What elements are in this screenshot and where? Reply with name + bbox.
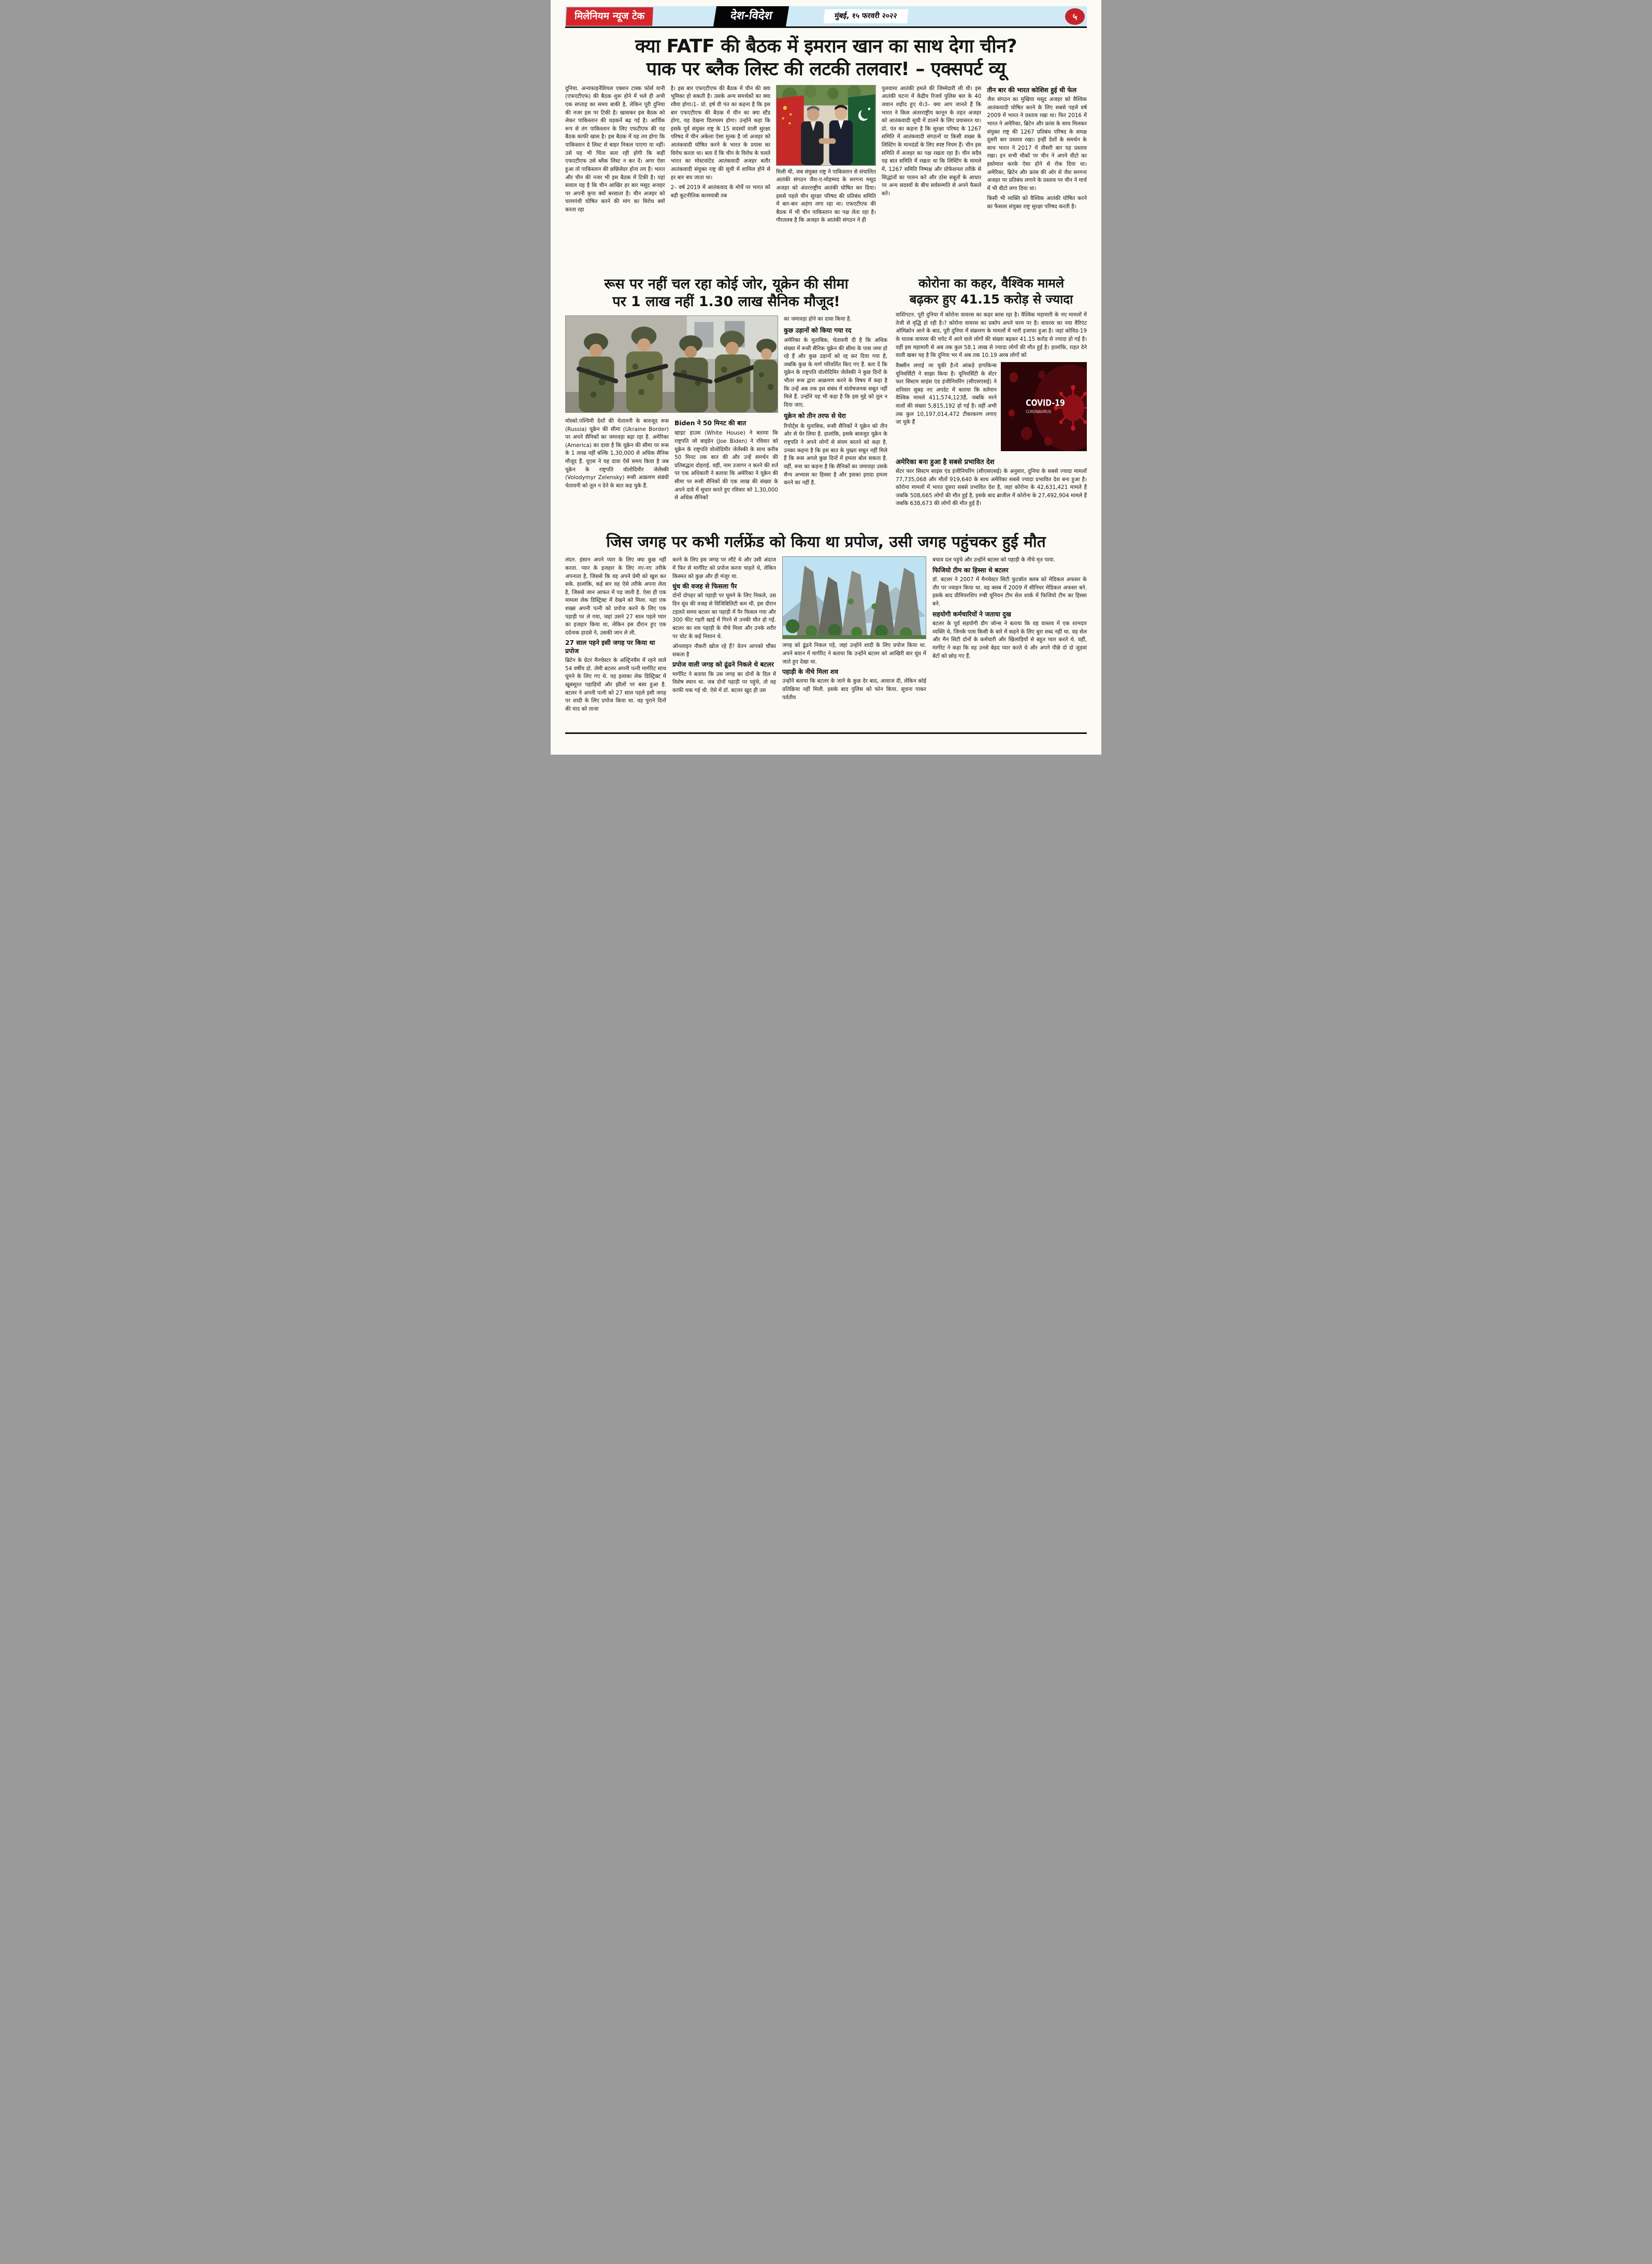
mountain-photo-illustration [783,557,926,639]
handshake-photo-illustration [777,85,875,165]
section-badge [713,6,789,27]
svg-text:COVID-19: COVID-19 [1026,398,1065,408]
russia-column-3 [784,315,887,527]
headline-line-1: क्या FATF की बैठक में इमरान खान का साथ देगा चीन? [635,36,1017,57]
paragraph: डॉ. बटलर ने 2007 में मैनचेस्टर सिटी फुटबॉल क्लब को मेडिकल अफसर के तौर पर ज्वाइन किया था. वह क्लब में 2009 में सीनियर मेडिकल अफसर बने. इसके बाद प्रीमियरशिप रग्बी यूनियन टीम सेल शार्क में फिजियो टीम का हिस्सा बने. [932,576,1087,608]
headline-line-2: पाक पर ब्लैक लिस्ट की लटकी तलवार! – एक्सपर्ट व्यू [646,58,1006,80]
coronavirus-illustration [1001,362,1087,451]
page-number-badge [1065,8,1085,25]
fatf-column-5 [987,85,1087,267]
paragraph: जगह को ढूंढने निकल पड़े, जहां उन्होंने शादी के लिए प्रपोज किया था. अपने बयान में मार्गरिट ने बताया कि उन्होंने बटलर को आखिरी बार धूंध में जाते हुए देखा था. [782,642,926,665]
svg-text:CORONAVIRUS: CORONAVIRUS [1026,409,1052,414]
mountain-cliffs-photo [782,556,926,639]
headline-line-1: कोरोना का कहर, वैश्विक मामले [918,276,1065,291]
paragraph: ब्रिटेन के ग्रेटर मैनचेस्टर के अल्ट्रिनचैम में रहने वाले 54 वर्षीय डॉ. जेमी बटलर अपनी पत्नी मार्गरिट साथ घूमने के लिए गए थे. यह इलाका लेक डिस्ट्रिक्ट में खूबसूरत पहाड़ियों और झीलों पर बसा हुआ है. बटलर ने अपनी पत्नी को 27 साल पहले इसी जगह पर शादी के लिए प्रपोज किया था. वह पुराने दिनों की याद को ताजा [565,657,666,712]
paragraph: बटलर के पूर्व सहयोगी डौग जोन्स ने बताया कि वह वास्तव में एक शानदार व्यक्ति थे, जिनके पास किसी के बारे में कहने के लिए बुरा शब्द नहीं था. वह सेल और मैन सिटी दोनों के कर्मचारी और खिलाड़ियों से बहुत प्यार करते थे. वहीं, मार्गरेट ने कहा कि वह उनसे बेहद प्यार करते थे और अपने पीछे दो दो जुड़वां बेटों को छोड़ गए हैं. [932,621,1087,659]
inline-ad-line: ऑनलाइन नौकरी खोज रहे हैं? वेतन आपको चौंका सकता है [672,643,776,658]
fatf-column-4 [882,85,982,267]
article-russia-body [565,315,887,527]
bottom-rule [565,732,1087,734]
fatf-column-2 [671,85,771,267]
paragraph: दुनिया. अन्यफाइनेंशियल एक्शन टास्क फोर्स यानी (एफएटीएफ) की बैठक शुरू होने में भले ही अभी एक सप्ताह का समय बाकी है, लेकिन पूरी दुनिया की नजर इस पर टिकी है। खासकर इस बैठक को लेकर पाकिस्तान की धड़कनें बढ़ गई है। आर्थिक रूप से तंग पाकिस्तान के लिए एफटीएफ की यह बैठक काफी खास है। इस बैठक में यह तय होगा कि पाकिस्तान ग्रे लिस्ट से बाहर निकल पाएगा या नहीं। उसे यह भी चिंता सता रही होगी कि कहीं एफएटीएफ उसे ब्लैक लिस्ट न कर दें। अगर ऐसा हुआ तो पाकिस्तान की छछिलेदर होना तय है। भारत और चीन की नजर भी इस बैठक में टिकी है। यहां सवाल यह है कि चीन आखिर हर बार मसूद अजहर पर अपनी कृपा क्यों बरसाता है। चीन अजहर को चरमपंथी घोषित करने की मांग का विरोध क्यों करता रहा [565,85,665,213]
corona-mid-row [896,362,1087,454]
soldiers-photo-illustration [566,316,778,412]
corona-paragraph-2: सेंटर फार सिस्टम साइंस एंड इंजीनियरिंग (सीएसएसई) के अनुसार, दुनिया के सबसे ज्यादा मामलों 77,735,068 और मौतों 919,640 के साथ अमेरिका सबसे ज्यादा प्रभावित देश बना हुआ है। कोरोना मामलों में भारत दूसरा सबसे प्रभावित देश है, जहां कोरोना के 42,631,421 मामले हैं जबकि 508,665 लोगों की मौत हुई है, इसके बाद ब्राजील में कोरोना के 27,492,904 मामले हैं जबकि 638,673 की लोगों की मौत हुई हैं। [896,468,1087,507]
paragraph: दोनों दोपहर को पहाड़ी पर घूमने के लिए निकले, उस दिन धूंध की वजह से विजिबिलिटी कम थी. इस दौरान टहलते समय बटलर का पहाड़ी में पैर फिसल गया और 300 फीट गहरी खाई में गिरने से उनकी मौत हो गई. बटलर का शव पहाड़ी के नीचे मिला और उनके शरीर पर चोट के कई निशान थे. [672,593,776,640]
corona-intro-paragraph: वाशिंगटन. पूरी दुनिया में कोरोना वायरस का कहर बरस रहा है। वैश्विक महामारी के नए मामलों में तेजी से वृद्धि हो रही है।? कोरोना वायरस का प्रकोप अपने चरम पर है। वायरस का नया वैरिएंट ओमिक्रोन आने के बाद, पूरी दुनिया में संक्रमण के मामलों में भारी इजाफा हुआ है। जहां कोविड-19 के घातक वायरस की चपेट में आने वाले लोगों की संख्या बढ़कर 41.15 करोड़ से ज्यादा हो गई है। वहीं इस महामारी से अब तक कुल 58.1 लाख से ज्यादा लोगों की मौत हुई है। हालांकि, राहत देने वाली खबर यह है कि दुनिया भर में अब तक 10.19 अरब लोगों को [896,312,1087,359]
edition-date: मुंबई, १५ फरवरी २०२२ [834,12,897,20]
paragraph: उन्होंने बताया कि बटलर के जाने के कुछ देर बाद, आवाज दी, लेकिन कोई प्रतिक्रिया नहीं मिली. इसके बाद पुलिस को फोन किया. सूचना पाकर पर्वतीय [782,678,926,701]
sub-heading: 27 साल पहने इसी जगह पर किया था प्रपोज [565,639,655,655]
dateline-box [823,9,908,23]
corona-sub-heading: अमेरिका बना हुआ है सबसे प्रभावित देश [896,458,995,466]
article-proposal-headline: जिस जगह पर कभी गर्लफ्रेंड को किया था प्रपोज, उसी जगह पहुंचकर हुई मौत [606,532,1046,551]
paragraph: करने के लिए इस जगह पर लौटे थे और उसी अंदाज में फिर से मार्गरिट को प्रपोज करना चाहते थे, लेकिन किस्मत को कुछ और ही मंजूर था. [672,557,776,580]
sub-heading: तीन बार की भारत कोशिश हुई थी फेल [987,86,1077,94]
paragraph: वैक्सीन लगाई जा चुकी है।ये आंकड़े हापकिन्स यूनिवर्सिटी ने साझा किया है। यूनिवर्सिटी के सेंटर फार सिस्टम साइंस एंड इंजीनियरिंग (सीएसएसई) ने शनिवार सुबह नए अपडेट में बताया कि वर्तमान वैश्विक मामले 411,574,123हैं, जबकि मरने वालों की संख्या 5,815,192 हो गई है। वहीं अभी तक कुल 10,197,014,472 टीकाकरण लगाए जा चुके हैं [896,362,997,426]
russia-column-2 [674,417,778,527]
paragraph: है। इस बार एफएटीएफ की बैठक में चीन की क्या भूमिका हो सकती है। उसके अन्य समर्थकों का क्या रवैया होगा।1– प्रो. हर्ष वी पंत का कहना है कि इस बार एफएटीएफ की बैठक में चीन का क्या स्टैंड होगा, यह देखना दिलचस्प होगा। उन्होंने कहा कि इसके पूर्व संयुक्त राष्ट्र के 15 सदस्यों वाली सुरक्षा परिषद में चीन अकेला ऐसा मुल्क है जो अजहर को आतंकवादी घोषित करने के भारत के प्रयास का विरोध करता था। बता दें कि चीन के विरोध के चलते भारत का मोस्टवांटेड आतंकवादी अजहर बतौर आतंकवादी संयुक्त राष्ट्र की सूची में शामिल होने से हर बार बच जाता था। [670,85,771,181]
fatf-column-1 [565,85,665,267]
paragraph: बचाव दल पहुंचे और उन्होंने बटलर को पहाड़ी के नीचे मृत पाया. [932,557,1055,564]
paragraph: लंदन. इंसान अपने प्यार के लिए क्या कुछ नहीं करता. प्यार के इजहार के लिए नए-नए तरीके अपनाता है, जिससे कि वह अपने प्रेमी को खुश कर सके. हालांकि, कई बार वह ऐसे तरीके अपना लेता है, जिससे जान आफत में पड़ जाती है. ऐसा ही एक मामला लेक डिस्ट्रिक्ट में देखने को मिला. यहां एक शख्स अपनी पत्नी को प्रपोज करने के लिए एक पहाड़ी पर ले गया, जहां उसने 27 साल पहले प्यार का इजहार किया था, लेकिन इस दौरान हुए एक दर्दनाक हादसे ने, उसकी जान ले ली. [565,557,666,636]
sub-heading: प्रपोज वाली जगह को ढूंढने निकले थे बटलर [672,661,774,669]
sub-heading: यूक्रेन को तीन तरफ से घेरा [784,412,846,420]
paragraph: अमेरिका के मुताबिक, चेतावनी दी है कि अधिक संख्या में रूसी सैनिक यूक्रेन की सीमा के पास जमा हो रहे हैं और कुछ उड़ानों को रद्द कर दिया गया है, जबकि कुछ के मार्ग परिवर्तित किए गए हैं. बता दें कि यूक्रेन के राष्ट्रपति वोलोदिमिर जेलेंस्की ने कुछ दिनों के भीतर रूस द्वारा आक्रमण करने के विषय में कहा है कि उन्हें अब तक इस संबंध में संतोषजनक सबूत नहीं मिले हैं. उन्होंने यह भी कहा है कि इस मुद्दे को तूल न दिया जाए. [784,337,887,408]
article-fatf [565,35,1087,267]
paragraph: रिपोर्ट्स के मुताबिक, रूसी सैनिकों ने यूक्रेन को तीन ओर से घेर लिया है. हालांकि, इसके बावजूद यूक्रेन के राष्ट्रपति ने अपने लोगों से संयम बरतने को कहा है. उनका कहना है कि इस बात के पुख्ता सबूत नहीं मिले हैं कि रूस अगले कुछ दिनों में हमला बोल सकता है. वहीं, रूस का कहना है कि सैनिकों का जमावड़ा उसके सैन्य अभ्यास का हिस्सा है और इसका इरादा हमला करने का नहीं है. [784,423,887,486]
sub-heading: फिजियो टीम का हिस्सा थे बटलर [932,566,1009,574]
russia-column-1 [565,417,669,527]
article-proposal-death [565,532,1087,734]
paragraph: मॉस्को.पश्चिमी देशों की चेतावनी के बावजूद रूस (Russia) यूक्रेन की सीमा (Ukraine Border) पर अपने सैनिकों का जमावड़ा बढ़ा रहा है. अमेरिका (America) का दावा है कि यूक्रेन की सीमा पर रूस के 1 लाख नहीं बल्कि 1,30,000 से अधिक सैनिक मौजूद हैं. यूएस ने यह दावा ऐसे समय किया है जब यूक्रेन के राष्ट्रपति वोलोदिमीर जेलेंस्की (Volodymyr Zelensky) रूसी आक्रमण संबंधी चेतावनी को तूल न देने के बात कह चुके हैं. [565,417,669,489]
sub-heading: पहाड़ी के नीचे मिला शव [782,668,839,676]
page-number: ५ [1072,12,1078,22]
article-russia-ukraine [565,272,887,527]
proposal-column-4 [932,556,1087,728]
article-corona-headline [896,276,1087,307]
section-name: देश-विदेश [729,9,773,22]
headline-line-2: बढ़कर हुए 41.15 करोड़ से ज्यादा [909,292,1073,307]
paragraph: पुलवामा आतंकी हमले की जिम्मेदारी ली थी। इस आतंकी घटना में केंद्रीय रिजर्व पुलिस बल के 40 जवान शहीद हुए थे।3– क्या आप जानते हैं कि भारत ने किस अंतरराष्ट्रीय कानून के तहत अजहर को आतंकवादी सूची में डालने के लिए प्रयासरत था। प्रो. पंत का कहना है कि सुरक्षा परिषद के 1267 समिति में आतंकवादी संगठनों या किसी शख्स के लिस्टिंग के मानदंडों के लिए स्पष्ट नियम हैं। चीन इस समिति में अजहर का पक्ष रखता रहा है। चीन सदैव यह बात समिति में रखता था कि लिस्टिंग के मामले में, 1267 समिति निष्पक्ष और प्रोफेशनल तरीके से सिद्धांतों का पालन करे और ठोस सबूतों के आधार पर अन्य सदस्यों के बीच सर्वसम्मति से अपने फैसले करे। [881,85,982,197]
headline-line-1: रूस पर नहीं चल रहा कोई जोर, यूक्रेन की सीमा [604,276,849,292]
headline-line-2: पर 1 लाख नहीं 1.30 लाख सैनिक मौजूद! [612,294,840,310]
sub-heading: Biden ने 50 मिनट की बात [674,419,746,427]
article-fatf-headline [565,35,1087,81]
masthead [565,6,1087,28]
article-proposal-body [565,556,1087,728]
proposal-column-3 [782,556,926,728]
article-russia-headline [565,276,887,311]
article-corona [896,272,1087,527]
proposal-column-2 [672,556,776,728]
imran-xi-handshake-photo [776,85,876,166]
fatf-column-3 [776,85,876,267]
sub-heading: धुंध की वजह से फिसला पैर [672,583,737,590]
paragraph: मार्गरिट ने बताया कि उस जगह का दोनों के दिल में विशेष स्थान था. जब दोनों पहाड़ी पर पहुंचे, तो वह काफी थक गई थी. ऐसे में डॉ. बटलर खुद ही उस [672,671,776,694]
newspaper-page [551,0,1101,755]
sub-heading: कुछ उड़ानों को किया गया रद [784,326,852,334]
paragraph: 2– वर्ष 2019 में आतंकवाद के मोर्चे पर भारत को बड़ी कूटनीतिक कामयाबी तब [670,184,771,199]
article-fatf-body [565,85,1087,267]
corona-sub-column [896,362,997,451]
paper-name-box [566,7,653,26]
paragraph: किसी भी व्यक्ति को वैश्विक आतंकी घोषित करने का फैसला संयुक्त राष्ट्र सुरक्षा परिषद करती है। [987,195,1087,210]
paper-name: मिलेनियम न्यूज टेक [574,10,645,22]
russian-soldiers-photo [565,315,778,413]
proposal-column-1 [565,556,666,728]
sub-heading: सहयोगी कर्मचारियों ने जताया दुख [932,610,1011,618]
paragraph: का जमावड़ा होने का दावा किया है. [784,315,852,322]
paragraph: मिली थी, जब संयुक्त राष्ट्र ने पाकिस्तान से संचालित आतंकी संगठन जैश-ए-मोहम्मद के सरगना मसूद अजहर को अंतरराष्ट्रीय आतंकी घोषित कर दिया। इससे पहले चीन सुरक्षा परिषद की प्रतिबंध समिति में बार-बार अड़ंगा लगा रहा था। एफएटीएफ की बैठक में भी चीन पाकिस्तान का पक्ष लेता रहा है। गौरतलब है कि अजहर के आतंकी संगठन ने ही [776,168,876,224]
middle-row [565,272,1087,527]
covid-19-photo [1001,362,1087,451]
paragraph: व्हाइट हाउस (White House) ने बताया कि राष्ट्रपति जो बाइडेन (Joe Biden) ने रविवार को यूक्रेन के राष्ट्रपति वोलोदिमीर जेलेंस्की के साथ करीब 50 मिनट तक बात की और उन्हें समर्थन की प्रतिबद्धता दोहराई. वहीं, नाम उजागर न करने की शर्त पर एक अधिकारी ने बताया कि अमेरिका ने यूक्रेन की सीमा पर रूसी सैनिकों की एक लाख की संख्या के अपने दावे में सुधार करते हुए रविवार को 1,30,000 से अधिक सैनिकों [674,430,778,501]
paragraph: जैश संगठन का मुखिया मसूद अजहर को वैश्विक आतंकवादी घोषित करने के लिए सबसे पहले वर्ष 2009 में भारत ने प्रस्ताव रखा था। फिर 2016 में भारत ने अमेरिका, ब्रिटेन और फ्रांस के साथ मिलकर संयुक्त राष्ट्र की 1267 प्रतिबंध परिषद के समक्ष दूसरी बार प्रस्ताव रखा। इन्हीं देशों के समर्थन के साथ भारत ने 2017 में तीसरी बार यह प्रस्ताव रखा। इन सभी मौकों पर चीन ने अपने वीटो का इस्तेमाल करके ऐसा होने से रोक दिया था। अमेरिका, ब्रिटेन और फ्रांस की ओर से जैश सरगना अजहर पर प्रतिबंध लगाने के प्रस्ताव पर चीन ने मार्च में भी वीटो लगा दिया था। [987,96,1087,192]
